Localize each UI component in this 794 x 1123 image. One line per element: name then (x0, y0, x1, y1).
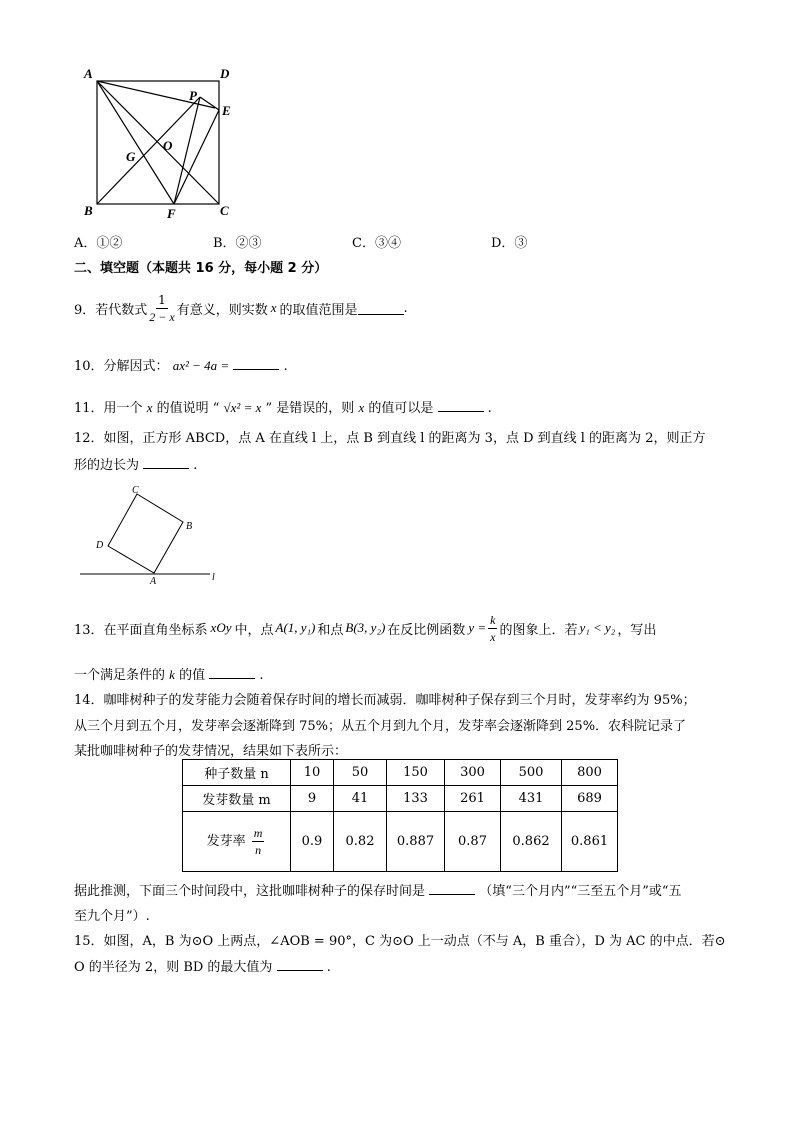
fig8-label-g: G (126, 149, 136, 164)
q14-line4b: （填“三个月内”“三至五个月”或“五 (479, 884, 682, 899)
row-label-seeds: 种子数量 n (183, 760, 291, 786)
q13-text-d: 的图象上．若 (499, 622, 578, 638)
option-b: B．②③ (213, 236, 262, 251)
q9-denominator: 2 − x (149, 309, 175, 324)
question12-figure (78, 484, 228, 584)
q13-fraction (488, 614, 497, 643)
fig12-label-a: A (150, 576, 157, 587)
q15-answer-blank[interactable] (277, 958, 323, 971)
table-cell: 9 (291, 786, 334, 812)
q14-line4 (74, 880, 682, 899)
q10-expr: ax² − 4a = (172, 358, 230, 373)
fig8-label-o: O (163, 138, 173, 153)
rate-numerator: m (253, 826, 263, 840)
q11-mid: 的值说明 “ (156, 401, 220, 416)
q11-var2: x (358, 400, 365, 415)
q14-line5: 至九个月”）. (74, 909, 150, 924)
q13-x-denominator: x (490, 629, 496, 644)
q13-kvar: k (169, 667, 175, 682)
q14-line4a: 据此推测，下面三个时间段中，这批咖啡树种子的保存时间是 (74, 884, 426, 899)
option-d: D．③ (491, 236, 528, 251)
q13-line1 (74, 608, 656, 648)
table-cell: 300 (445, 760, 501, 786)
section-heading: 二、填空题（本题共 16 分，每小题 2 分） (74, 261, 328, 276)
fig8-label-e: E (222, 103, 231, 118)
q13-line2-text: 一个满足条件的 (74, 668, 166, 683)
germination-table (182, 759, 618, 872)
q14-line1: 14．咖啡树种子的发芽能力会随着保存时间的增长而减弱．咖啡树种子保存到三个月时，发芽率约为 95%； (74, 693, 696, 708)
q11-var: x (146, 400, 153, 415)
option-a: A．①② (74, 236, 123, 251)
q13-text-b: 中，点 (234, 622, 274, 638)
q11-mid2: ” 是错误的，则 (265, 401, 355, 416)
q13-xoy: xOy (210, 620, 232, 635)
q13-line2b: 的值 (179, 668, 206, 683)
table-cell: 500 (501, 760, 562, 786)
table-cell: 0.862 (501, 812, 562, 872)
fig8-label-d: D (220, 66, 230, 81)
table-cell: 0.887 (387, 812, 445, 872)
q13-text-a: 13．在平面直角坐标系 (74, 622, 208, 638)
table-cell: 800 (562, 760, 618, 786)
fig8-label-c: C (220, 203, 229, 218)
q12-line2-text: 形的边长为 (74, 458, 140, 473)
q11-end: . (487, 401, 492, 416)
q13-and: 和点 (317, 622, 344, 638)
rate-fraction (252, 827, 265, 856)
q12-answer-blank[interactable] (143, 456, 189, 469)
question-11 (74, 397, 492, 416)
q12-line2 (74, 454, 197, 473)
q9-numerator: 1 (158, 292, 166, 307)
table-cell: 41 (334, 786, 387, 812)
row-label-sprouted: 发芽数量 m (183, 786, 291, 812)
table-cell: 150 (387, 760, 445, 786)
table-row (183, 812, 618, 872)
q13-yeq: y = (468, 620, 487, 635)
row-label-rate (183, 812, 291, 872)
fig8-label-p: P (189, 88, 197, 103)
table-cell: 10 (291, 760, 334, 786)
table-cell: 689 (562, 786, 618, 812)
q13-point-b: B(3, y₂) (345, 620, 386, 635)
q10-answer-blank[interactable] (233, 357, 279, 370)
q13-line2 (74, 664, 264, 683)
q14-line3: 某批咖啡树种子的发芽情况，结果如下表所示： (74, 744, 348, 759)
q12-line1: 12．如图，正方形 ABCD，点 A 在直线 l 上，点 B 到直线 l 的距离为 3，点 D 到直线 l 的距离为 2，则正方 (74, 431, 706, 446)
q13-point-a: A(1, y₁) (275, 620, 316, 635)
q11-answer-blank[interactable] (438, 399, 484, 412)
table-cell: 0.861 (562, 812, 618, 872)
q13-text-c: 在反比例函数 (387, 622, 466, 638)
table-cell: 50 (334, 760, 387, 786)
rate-label-text: 发芽率 (206, 834, 246, 849)
q13-answer-blank[interactable] (209, 666, 255, 679)
q9-post: 有意义，则实数 (176, 302, 268, 318)
table-row (183, 760, 618, 786)
q13-end: . (259, 668, 264, 683)
fig8-label-a: A (84, 66, 93, 81)
table-cell: 0.87 (445, 812, 501, 872)
q13-text-e: ，写出 (617, 622, 657, 638)
fig12-label-b: B (186, 521, 193, 532)
q10-end: . (283, 359, 288, 374)
q14-answer-blank[interactable] (429, 882, 475, 895)
q9-var: x (270, 300, 277, 315)
q9-post2: 的取值范围是 (279, 302, 358, 318)
table-row (183, 786, 618, 812)
q9-fraction (149, 294, 174, 323)
table-cell: 431 (501, 786, 562, 812)
q12-end: . (193, 458, 198, 473)
q11-post: 的值可以是 (368, 401, 434, 416)
q15-line2 (74, 956, 331, 975)
q11-pre: 11．用一个 (74, 401, 143, 416)
rate-denominator: n (255, 843, 262, 857)
question-9 (74, 288, 408, 328)
table-cell: 133 (387, 786, 445, 812)
option-c: C．③④ (352, 236, 401, 251)
q9-end: . (403, 300, 408, 316)
q15-end: . (326, 960, 331, 975)
fig12-label-d: D (96, 540, 104, 551)
question-10 (74, 355, 288, 374)
q10-pre: 10．分解因式： (74, 359, 169, 374)
q13-k-numerator: k (490, 612, 496, 627)
q14-line2: 从三个月到五个月，发芽率会逐渐降到 75%；从五个月到九个月，发芽率会逐渐降到 25%．农科院记录了 (74, 719, 687, 734)
fig8-label-b: B (84, 203, 93, 218)
q15-line2a: O 的半径为 2，则 BD 的最大值为 (74, 960, 273, 975)
table-cell: 0.82 (334, 812, 387, 872)
table-cell: 261 (445, 786, 501, 812)
table-cell: 0.9 (291, 812, 334, 872)
q15-line1: 15．如图，A，B 为⊙O 上两点，∠AOB = 90°，C 为⊙O 上一动点（不与 A，B 重合），D 为 AC 的中点．若⊙ (74, 934, 726, 949)
fig8-label-f: F (167, 206, 176, 221)
q9-pre: 9．若代数式 (74, 302, 148, 318)
q9-answer-blank[interactable] (358, 302, 404, 315)
q13-condition: y₁ < y₂ (579, 620, 616, 635)
q11-expr: √x² = x (223, 400, 262, 415)
fig12-label-l: l (212, 572, 215, 583)
fig12-label-c: C (132, 485, 139, 496)
